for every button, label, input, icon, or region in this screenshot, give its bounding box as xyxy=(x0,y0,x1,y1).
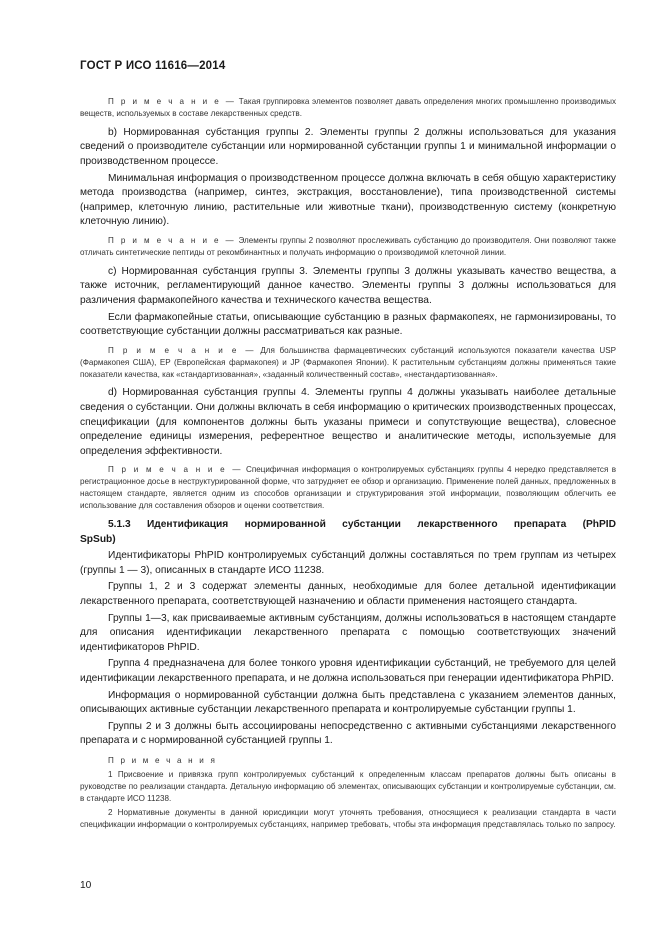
note-item-2: 2 Нормативные документы в данной юрисдикции могут уточнять требования, относящиеся к реализации стандарта в части спецификации информации о контролируемых субстанциях, например требовать, чтобы эта информация представлялась только по запросу. xyxy=(80,807,616,829)
paragraph-c2: Если фармакопейные статьи, описывающие субстанцию в разных фармакопеях, не гармонизированы, то соответствующие субстанции должны рассматриваться как разные. xyxy=(80,311,616,338)
note-text: Элементы группы 2 позволяют прослеживать субстанцию до производителя. Они позволяют также отличать синтетические пептиды от рекомбинантных и получать информацию о производимой клеточной линии. xyxy=(80,235,616,257)
paragraph-6: Группы 2 и 3 должны быть ассоциированы непосредственно с активными субстанциями лекарственного препарата и с нормированной субстанцией группы 1. xyxy=(80,720,616,747)
notes-title: П р и м е ч а н и я xyxy=(108,755,218,765)
note-paragraph xyxy=(80,464,616,512)
section-heading-continued: SpSub) xyxy=(80,533,116,545)
note-label: П р и м е ч а н и е — xyxy=(108,235,236,245)
paragraph-2: Группы 1, 2 и 3 содержат элементы данных, необходимые для более детальной идентификации лекарственного препарата, соответствующей назначению и области применения настоящего стандарта. xyxy=(80,581,616,608)
note-label: П р и м е ч а н и е — xyxy=(108,465,243,475)
document-page xyxy=(80,60,616,833)
note-item-1: 1 Присвоение и привязка групп контролируемых субстанций к определенным классам препаратов должны быть описаны в руководстве по реализации стандарта. Детальную информацию об элементах, описывающих субстанции и контролируемые субстанции, см. в стандарте ИСО 11238. xyxy=(80,769,616,803)
note-paragraph xyxy=(80,345,616,381)
paragraph-4: Группа 4 предназначена для более тонкого уровня идентификации субстанций, не требуемого для целей идентификации лекарственного препарата, и не должна использоваться при генерации идентификатора PhPID. xyxy=(80,658,616,684)
paragraph-c: c) Нормированная субстанция группы 3. Элементы группы 3 должны указывать качество вещества, а также источник, регламентирующий данное качество. Элементы группы 3 должны использоваться для различения фармакопейного качества и технического качества вещества. xyxy=(80,265,616,306)
page-number: 10 xyxy=(80,880,92,891)
note-label: П р и м е ч а н и е — xyxy=(108,345,256,355)
note-text: Специфичная информация о контролируемых субстанциях группы 4 нередко представляется в регистрационное досье в неструктурированной форме, что затрудняет ее обзор и организацию. Применение полей данных, предложенных в настоящем стандарте, является одним из способов организации и структурирования этой информации, позволяющим облегчить ее использование для составления обзоров и оценки соответствия. xyxy=(80,465,616,511)
note-paragraph xyxy=(80,96,616,120)
document-header: ГОСТ Р ИСО 11616—2014 xyxy=(80,60,226,72)
section-heading: 5.1.3 Идентификация нормированной субстанции лекарственного препарата (PhPID xyxy=(108,519,616,531)
note-text: Для большинства фармацевтических субстанций используются показатели качества USP (Фармакопея США), EP (Европейская фармакопея) и JP (Фармакопея Японии). К растительным субстанциям должны применяться такие показатели качества, как «стандартизованная», «заданный количественный состав», «нестандартизованная». xyxy=(80,345,616,379)
paragraph-b: b) Нормированная субстанция группы 2. Элементы группы 2 должны использоваться для указания сведений о производителе субстанции или нормированной субстанции группы 1 и минимальной информации о производственном процессе. xyxy=(80,126,616,167)
paragraph-d: d) Нормированная субстанция группы 4. Элементы группы 4 должны указывать наиболее детальные сведения о субстанции. Они должны включать в себя информацию о критических производственных процессах, спецификации (для компонентов должны быть указаны примеси и сопутствующие вещества), словесное определение единицы измерения, референтное вещество и аналитические методы, используемые для определения эффективности. xyxy=(80,387,616,457)
paragraph-5: Информация о нормированной субстанции должна быть представлена с указанием элементов данных, описывающих активные субстанции лекарственного препарата и контролируемые субстанции группы 1. xyxy=(80,689,616,716)
note-text: Такая группировка элементов позволяет давать определения многих промышленно производимых веществ, используемых в составе лекарственных средств. xyxy=(80,97,616,118)
paragraph-3: Группы 1—3, как присваиваемые активным субстанциям, должны использоваться в настоящем стандарте для описания идентификации лекарственного препарата с помощью соответствующих значений идентификаторов PhPID. xyxy=(80,612,616,653)
note-paragraph xyxy=(80,235,616,259)
paragraph-b2: Минимальная информация о производственном процессе должна включать в себя общую характеристику метода производства (например, синтез, экстракция, восстановление), типа производственной системы (например, клеточную линию, растительные или животные ткани), производственную систему (конкретную клеточную линию). xyxy=(80,172,616,228)
document-body xyxy=(80,96,616,831)
note-label: П р и м е ч а н и е — xyxy=(108,97,237,106)
paragraph-1: Идентификаторы PhPID контролируемых субстанций должны составляться по трем группам из четырех (группы 1 — 3), описанных в стандарте ИСО 11238. xyxy=(80,550,616,576)
